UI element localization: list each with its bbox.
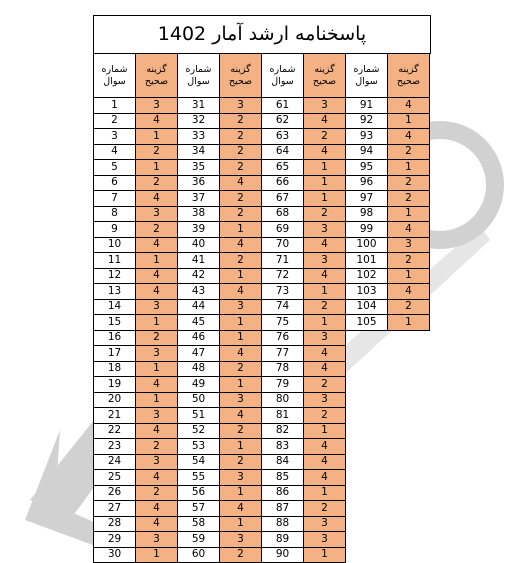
answer-cell: 2 (304, 299, 346, 315)
question-number-cell: 54 (178, 454, 220, 470)
answer-cell: 1 (220, 315, 262, 331)
answer-cell: 2 (304, 501, 346, 517)
question-number-cell: 4 (94, 144, 136, 160)
question-number-cell: 61 (262, 98, 304, 114)
question-number-cell: 62 (262, 113, 304, 129)
answer-cell: 1 (304, 175, 346, 191)
question-number-cell: 52 (178, 423, 220, 439)
table-row (94, 268, 430, 284)
question-number-cell: 97 (346, 191, 388, 207)
answer-cell: 4 (136, 268, 178, 284)
question-number-cell: 5 (94, 160, 136, 176)
question-number-cell: 57 (178, 501, 220, 517)
answer-cell: 1 (136, 392, 178, 408)
header-row (94, 54, 430, 98)
answer-cell: 2 (304, 129, 346, 145)
table-row (94, 485, 430, 501)
question-number-cell: 88 (262, 516, 304, 532)
answer-cell: 2 (220, 253, 262, 269)
table-row (94, 129, 430, 145)
question-number-cell: 41 (178, 253, 220, 269)
question-number-cell: 87 (262, 501, 304, 517)
answer-cell: 3 (220, 532, 262, 548)
question-header: شماره سوال (262, 54, 304, 98)
empty-cell (388, 547, 430, 563)
question-number-cell: 94 (346, 144, 388, 160)
question-number-cell: 55 (178, 470, 220, 486)
answer-cell: 2 (220, 361, 262, 377)
question-number-cell: 20 (94, 392, 136, 408)
answer-cell: 4 (220, 408, 262, 424)
question-number-cell: 91 (346, 98, 388, 114)
question-number-cell: 66 (262, 175, 304, 191)
table-row (94, 547, 430, 563)
question-number-cell: 13 (94, 284, 136, 300)
question-number-cell: 71 (262, 253, 304, 269)
question-number-cell: 82 (262, 423, 304, 439)
answer-cell: 1 (304, 423, 346, 439)
question-number-cell: 56 (178, 485, 220, 501)
question-number-cell: 9 (94, 222, 136, 238)
answer-cell: 1 (136, 160, 178, 176)
question-number-cell: 81 (262, 408, 304, 424)
question-number-cell: 100 (346, 237, 388, 253)
table-row (94, 408, 430, 424)
question-number-cell: 31 (178, 98, 220, 114)
answer-header: گزینه صحیح (388, 54, 430, 98)
answer-cell: 1 (388, 113, 430, 129)
answer-cell: 3 (304, 516, 346, 532)
answer-cell: 1 (136, 547, 178, 563)
question-number-cell: 92 (346, 113, 388, 129)
answer-cell: 4 (136, 284, 178, 300)
answer-cell: 2 (220, 129, 262, 145)
question-number-cell: 64 (262, 144, 304, 160)
question-number-cell: 19 (94, 377, 136, 393)
question-number-cell: 29 (94, 532, 136, 548)
empty-cell (346, 532, 388, 548)
table-row (94, 392, 430, 408)
empty-cell (346, 346, 388, 362)
table-row (94, 439, 430, 455)
answer-cell: 2 (136, 222, 178, 238)
question-number-cell: 59 (178, 532, 220, 548)
answer-cell: 4 (220, 346, 262, 362)
empty-cell (346, 361, 388, 377)
table-row (94, 284, 430, 300)
question-number-cell: 49 (178, 377, 220, 393)
table-row (94, 253, 430, 269)
question-number-cell: 95 (346, 160, 388, 176)
table-row (94, 330, 430, 346)
question-number-cell: 101 (346, 253, 388, 269)
answer-cell: 4 (388, 98, 430, 114)
question-number-cell: 11 (94, 253, 136, 269)
empty-cell (388, 439, 430, 455)
answer-cell: 4 (220, 501, 262, 517)
question-number-cell: 38 (178, 206, 220, 222)
question-number-cell: 12 (94, 268, 136, 284)
table-row (94, 346, 430, 362)
answer-cell: 2 (388, 144, 430, 160)
question-number-cell: 23 (94, 439, 136, 455)
question-number-cell: 42 (178, 268, 220, 284)
empty-cell (388, 423, 430, 439)
question-number-cell: 75 (262, 315, 304, 331)
answer-cell: 3 (304, 532, 346, 548)
table-row (94, 175, 430, 191)
answer-cell: 2 (136, 330, 178, 346)
answer-cell: 4 (136, 470, 178, 486)
answer-cell: 4 (220, 284, 262, 300)
empty-cell (346, 408, 388, 424)
empty-cell (388, 392, 430, 408)
question-number-cell: 14 (94, 299, 136, 315)
question-number-cell: 58 (178, 516, 220, 532)
answer-cell: 1 (388, 315, 430, 331)
answer-cell: 2 (220, 191, 262, 207)
answer-cell: 1 (220, 330, 262, 346)
question-number-cell: 21 (94, 408, 136, 424)
question-number-cell: 35 (178, 160, 220, 176)
question-number-cell: 67 (262, 191, 304, 207)
answer-cell: 3 (136, 408, 178, 424)
answer-cell: 2 (220, 160, 262, 176)
question-number-cell: 102 (346, 268, 388, 284)
question-number-cell: 24 (94, 454, 136, 470)
question-number-cell: 17 (94, 346, 136, 362)
table-row (94, 377, 430, 393)
answer-cell: 1 (220, 222, 262, 238)
answer-header: گزینه صحیح (304, 54, 346, 98)
answer-cell: 1 (304, 315, 346, 331)
answer-cell: 1 (136, 253, 178, 269)
answer-header: گزینه صحیح (220, 54, 262, 98)
answer-cell: 3 (136, 299, 178, 315)
answer-cell: 4 (304, 470, 346, 486)
question-header: شماره سوال (178, 54, 220, 98)
answer-cell: 3 (136, 346, 178, 362)
answer-cell: 4 (304, 454, 346, 470)
table-row (94, 532, 430, 548)
answer-cell: 1 (220, 439, 262, 455)
empty-cell (346, 516, 388, 532)
question-number-cell: 40 (178, 237, 220, 253)
question-number-cell: 85 (262, 470, 304, 486)
answer-cell: 2 (304, 408, 346, 424)
question-number-cell: 51 (178, 408, 220, 424)
question-number-cell: 36 (178, 175, 220, 191)
table-row (94, 299, 430, 315)
empty-cell (388, 470, 430, 486)
question-number-cell: 37 (178, 191, 220, 207)
answer-cell: 2 (220, 547, 262, 563)
answer-cell: 1 (136, 129, 178, 145)
answer-cell: 2 (220, 113, 262, 129)
empty-cell (346, 439, 388, 455)
answer-cell: 2 (136, 144, 178, 160)
question-number-cell: 44 (178, 299, 220, 315)
answer-cell: 3 (388, 237, 430, 253)
answer-cell: 2 (220, 454, 262, 470)
question-number-cell: 2 (94, 113, 136, 129)
answer-cell: 2 (304, 377, 346, 393)
answer-cell: 4 (136, 191, 178, 207)
empty-cell (346, 330, 388, 346)
answer-cell: 4 (304, 268, 346, 284)
answer-cell: 3 (220, 392, 262, 408)
empty-cell (346, 392, 388, 408)
empty-cell (388, 516, 430, 532)
question-number-cell: 33 (178, 129, 220, 145)
question-number-cell: 30 (94, 547, 136, 563)
answer-cell: 2 (388, 253, 430, 269)
answer-cell: 4 (304, 237, 346, 253)
table-row (94, 191, 430, 207)
question-number-cell: 65 (262, 160, 304, 176)
answer-cell: 4 (136, 423, 178, 439)
answer-cell: 4 (220, 175, 262, 191)
table-row (94, 144, 430, 160)
answer-cell: 3 (136, 206, 178, 222)
question-number-cell: 99 (346, 222, 388, 238)
question-number-cell: 32 (178, 113, 220, 129)
answer-cell: 1 (220, 485, 262, 501)
question-number-cell: 63 (262, 129, 304, 145)
question-number-cell: 18 (94, 361, 136, 377)
answer-cell: 2 (388, 191, 430, 207)
answer-cell: 3 (304, 330, 346, 346)
answer-cell: 1 (220, 268, 262, 284)
answer-cell: 3 (136, 454, 178, 470)
question-number-cell: 103 (346, 284, 388, 300)
answer-cell: 3 (220, 470, 262, 486)
empty-cell (388, 330, 430, 346)
empty-cell (346, 547, 388, 563)
answer-cell: 1 (388, 268, 430, 284)
answer-header: گزینه صحیح (136, 54, 178, 98)
empty-cell (346, 454, 388, 470)
empty-cell (388, 408, 430, 424)
question-number-cell: 96 (346, 175, 388, 191)
table-row (94, 516, 430, 532)
empty-cell (388, 377, 430, 393)
answer-cell: 4 (304, 439, 346, 455)
answer-cell: 3 (304, 222, 346, 238)
question-header: شماره سوال (346, 54, 388, 98)
question-number-cell: 16 (94, 330, 136, 346)
empty-cell (346, 501, 388, 517)
answer-cell: 4 (304, 361, 346, 377)
question-number-cell: 90 (262, 547, 304, 563)
question-number-cell: 6 (94, 175, 136, 191)
empty-cell (346, 470, 388, 486)
answer-cell: 3 (136, 532, 178, 548)
answer-cell: 4 (136, 501, 178, 517)
table-row (94, 470, 430, 486)
answer-cell: 4 (136, 237, 178, 253)
answer-cell: 1 (136, 315, 178, 331)
answer-cell: 2 (136, 485, 178, 501)
question-number-cell: 68 (262, 206, 304, 222)
empty-cell (388, 501, 430, 517)
question-number-cell: 93 (346, 129, 388, 145)
empty-cell (346, 423, 388, 439)
empty-cell (346, 377, 388, 393)
empty-cell (388, 454, 430, 470)
answer-cell: 2 (136, 175, 178, 191)
answer-cell: 1 (304, 160, 346, 176)
question-number-cell: 28 (94, 516, 136, 532)
question-number-cell: 48 (178, 361, 220, 377)
answer-cell: 4 (220, 237, 262, 253)
table-row (94, 361, 430, 377)
answer-cell: 3 (220, 299, 262, 315)
answer-cell: 1 (220, 516, 262, 532)
answer-cell: 4 (304, 113, 346, 129)
question-number-cell: 22 (94, 423, 136, 439)
table-row (94, 315, 430, 331)
question-number-cell: 69 (262, 222, 304, 238)
question-number-cell: 1 (94, 98, 136, 114)
question-number-cell: 80 (262, 392, 304, 408)
question-number-cell: 73 (262, 284, 304, 300)
answer-cell: 1 (136, 361, 178, 377)
question-number-cell: 10 (94, 237, 136, 253)
answer-cell: 3 (304, 253, 346, 269)
question-number-cell: 76 (262, 330, 304, 346)
question-number-cell: 46 (178, 330, 220, 346)
answer-cell: 2 (304, 206, 346, 222)
question-number-cell: 60 (178, 547, 220, 563)
answer-cell: 3 (304, 392, 346, 408)
answer-cell: 1 (304, 547, 346, 563)
question-number-cell: 3 (94, 129, 136, 145)
empty-cell (388, 361, 430, 377)
answer-table (93, 53, 430, 563)
answer-cell: 4 (304, 144, 346, 160)
question-number-cell: 83 (262, 439, 304, 455)
answer-cell: 3 (304, 98, 346, 114)
question-number-cell: 74 (262, 299, 304, 315)
table-row (94, 206, 430, 222)
question-number-cell: 53 (178, 439, 220, 455)
answer-cell: 2 (220, 144, 262, 160)
empty-cell (346, 485, 388, 501)
question-number-cell: 34 (178, 144, 220, 160)
table-row (94, 98, 430, 114)
question-number-cell: 47 (178, 346, 220, 362)
question-number-cell: 70 (262, 237, 304, 253)
question-number-cell: 89 (262, 532, 304, 548)
answer-cell: 1 (304, 191, 346, 207)
question-number-cell: 43 (178, 284, 220, 300)
question-number-cell: 72 (262, 268, 304, 284)
question-number-cell: 39 (178, 222, 220, 238)
answer-cell: 4 (388, 284, 430, 300)
question-number-cell: 77 (262, 346, 304, 362)
answer-cell: 4 (388, 222, 430, 238)
question-number-cell: 98 (346, 206, 388, 222)
answer-cell: 1 (388, 206, 430, 222)
empty-cell (388, 532, 430, 548)
question-number-cell: 8 (94, 206, 136, 222)
question-number-cell: 79 (262, 377, 304, 393)
empty-cell (388, 485, 430, 501)
answer-cell: 4 (136, 113, 178, 129)
answer-cell: 3 (220, 98, 262, 114)
table-row (94, 501, 430, 517)
answer-cell: 2 (388, 299, 430, 315)
question-number-cell: 27 (94, 501, 136, 517)
answer-cell: 2 (220, 423, 262, 439)
answer-rows (94, 98, 430, 563)
answer-cell: 4 (304, 346, 346, 362)
answer-cell: 1 (304, 284, 346, 300)
question-number-cell: 86 (262, 485, 304, 501)
table-row (94, 237, 430, 253)
table-row (94, 454, 430, 470)
question-header: شماره سوال (94, 54, 136, 98)
answer-cell: 2 (136, 439, 178, 455)
answer-cell: 2 (220, 206, 262, 222)
table-row (94, 222, 430, 238)
question-number-cell: 104 (346, 299, 388, 315)
question-number-cell: 7 (94, 191, 136, 207)
empty-cell (388, 346, 430, 362)
answer-cell: 1 (220, 377, 262, 393)
answer-cell: 1 (388, 160, 430, 176)
table-row (94, 113, 430, 129)
answer-cell: 4 (136, 516, 178, 532)
page-title: پاسخنامه ارشد آمار 1402 (93, 15, 431, 54)
question-number-cell: 26 (94, 485, 136, 501)
question-number-cell: 25 (94, 470, 136, 486)
answer-cell: 2 (388, 175, 430, 191)
answer-cell: 4 (136, 377, 178, 393)
table-row (94, 160, 430, 176)
question-number-cell: 45 (178, 315, 220, 331)
question-number-cell: 105 (346, 315, 388, 331)
question-number-cell: 78 (262, 361, 304, 377)
table-row (94, 423, 430, 439)
answer-cell: 1 (304, 485, 346, 501)
answer-cell: 4 (388, 129, 430, 145)
question-number-cell: 84 (262, 454, 304, 470)
question-number-cell: 15 (94, 315, 136, 331)
question-number-cell: 50 (178, 392, 220, 408)
answer-cell: 3 (136, 98, 178, 114)
